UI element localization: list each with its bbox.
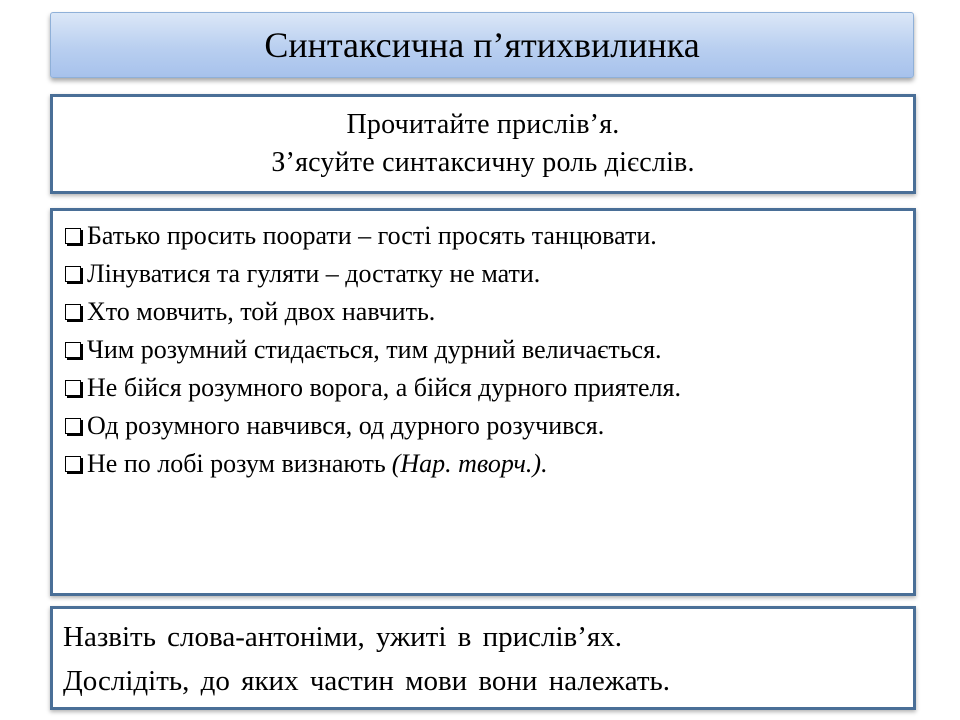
- list-item: [63, 293, 903, 331]
- task-line-2: З’ясуйте синтаксичну роль дієслів.: [271, 147, 695, 178]
- question-box: [50, 606, 916, 710]
- proverb-source-note: (Нар. творч.).: [391, 449, 548, 478]
- proverb-text: Хто мовчить, той двох навчить.: [87, 297, 436, 326]
- list-item: [63, 445, 903, 483]
- checkbox-bullet-icon: [65, 456, 81, 472]
- checkbox-bullet-icon: [65, 228, 81, 244]
- checkbox-bullet-icon: [65, 380, 81, 396]
- list-item: [63, 331, 903, 369]
- proverb-text: Од розумного навчився, од дурного розучився.: [87, 411, 605, 440]
- list-item: [63, 217, 903, 255]
- checkbox-bullet-icon: [65, 266, 81, 282]
- checkbox-bullet-icon: [65, 418, 81, 434]
- proverb-text: Батько просить поорати – гості просять танцювати.: [87, 221, 657, 250]
- list-item: [63, 369, 903, 407]
- proverb-text: Лінуватися та гуляти – достатку не мати.: [87, 259, 541, 288]
- proverb-text: Чим розумний стидається, тим дурний величається.: [87, 335, 662, 364]
- checkbox-bullet-icon: [65, 342, 81, 358]
- list-item: [63, 255, 903, 293]
- proverbs-list: [63, 217, 903, 483]
- slide-title-banner: [50, 12, 914, 78]
- task-line-1: Прочитайте прислів’я.: [346, 109, 620, 140]
- proverb-text: Не по лобі розум визнають: [87, 449, 386, 478]
- slide-title: Синтаксична п’ятихвилинка: [264, 25, 700, 65]
- question-line-1: Назвіть слова-антоніми, ужиті в прислів’ях.: [63, 621, 622, 653]
- checkbox-bullet-icon: [65, 304, 81, 320]
- list-item: [63, 407, 903, 445]
- task-box: [50, 94, 916, 194]
- question-line-2: Дослідіть, до яких частин мови вони належать.: [63, 665, 671, 697]
- proverbs-box: [50, 208, 916, 596]
- proverb-text: Не бійся розумного ворога, а бійся дурного приятеля.: [87, 373, 681, 402]
